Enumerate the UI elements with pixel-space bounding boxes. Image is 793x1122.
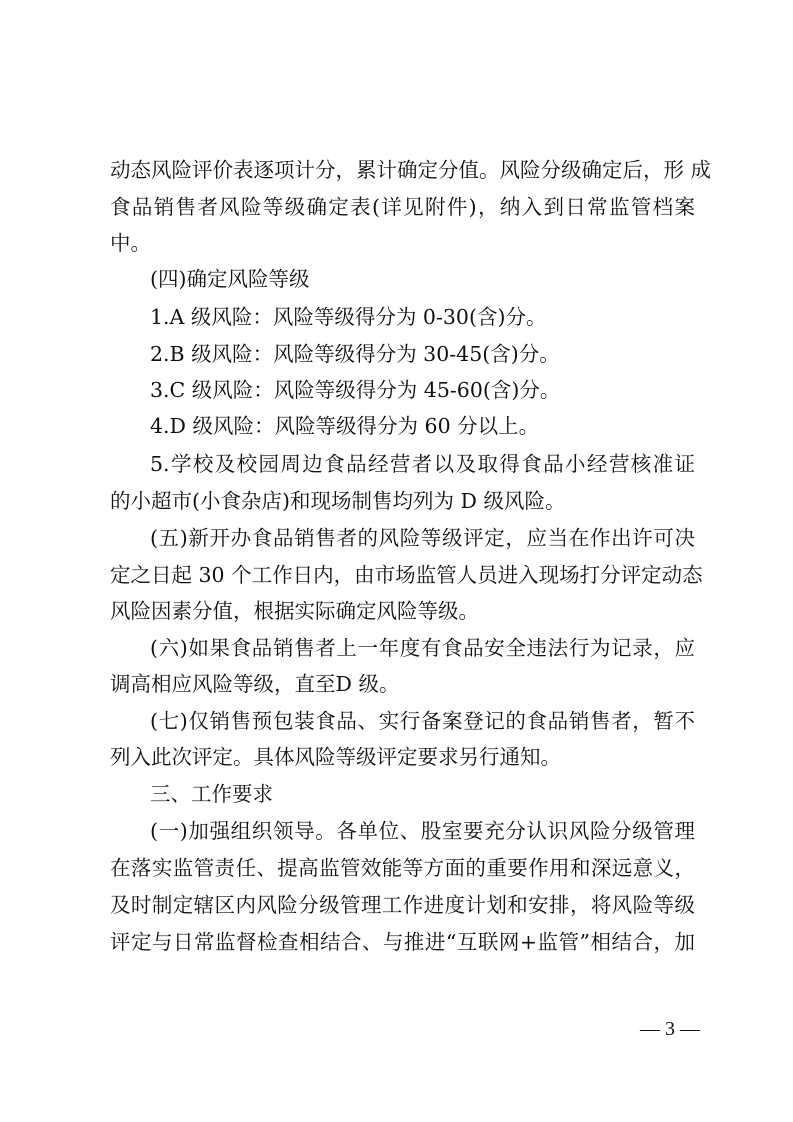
list-item: 2.B 级风险：风险等级得分为 30-45(含)分。 (150, 342, 560, 366)
text-line: 及时制定辖区内风险分级管理工作进度计划和安排，将风险等级 (110, 893, 695, 917)
paragraph-line: (五)新开办食品销售者的风险等级评定，应当在作出许可决 (150, 526, 695, 550)
list-item: 4.D 级风险：风险等级得分为 60 分以上。 (150, 414, 540, 438)
list-item: 1.A 级风险：风险等级得分为 0-30(含)分。 (150, 305, 547, 329)
text-line: 食品销售者风险等级确定表(详见附件)，纳入到日常监管档案 (110, 195, 695, 219)
text-line: 列入此次评定。具体风险等级评定要求另行通知。 (110, 745, 561, 769)
paragraph-line: (六)如果食品销售者上一年度有食品安全违法行为记录，应 (150, 636, 695, 660)
paragraph-line: (七)仅销售预包装食品、实行备案登记的食品销售者，暂不 (150, 709, 695, 733)
text-line: 在落实监管责任、提高监管效能等方面的重要作用和深远意义， (110, 856, 695, 880)
text-line: 评定与日常监督检查相结合、与推进“互联网+监管”相结合，加 (110, 930, 695, 954)
text-line: 动态风险评价表逐项计分，累计确定分值。风险分级确定后，形 成 (110, 158, 712, 182)
text-line: 风险因素分值，根据实际确定风险等级。 (110, 599, 479, 623)
text-line: 的小超市(小食杂店)和现场制售均列为 D 级风险。 (110, 489, 566, 513)
list-item: 3.C 级风险：风险等级得分为 45-60(含)分。 (150, 378, 561, 402)
text-line: 调高相应风险等级，直至D 级。 (110, 672, 400, 696)
text-line: 定之日起 30 个工作日内，由市场监管人员进入现场打分评定动态 (110, 563, 703, 587)
section-heading: (四)确定风险等级 (150, 267, 310, 291)
paragraph-line: (一)加强组织领导。各单位、股室要充分认识风险分级管理 (150, 819, 695, 843)
list-item: 5.学校及校园周边食品经营者以及取得食品小经营核准证 (150, 452, 695, 476)
section-heading: 三、工作要求 (150, 782, 273, 806)
text-line: 中。 (110, 231, 151, 255)
page-number: — 3 — (640, 1018, 700, 1040)
